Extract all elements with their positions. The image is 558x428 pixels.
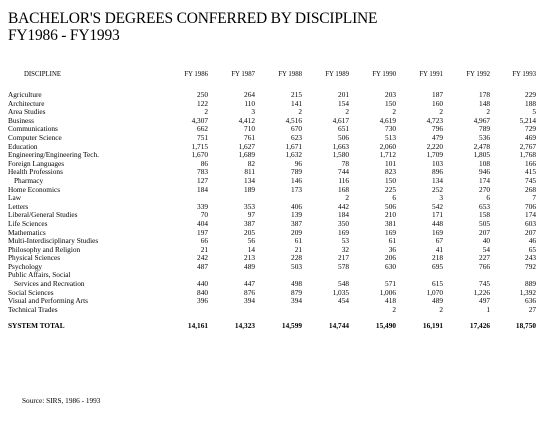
- degree-count: 2: [392, 304, 396, 314]
- degree-count: 2: [345, 107, 349, 117]
- degree-count: 67: [435, 236, 443, 246]
- degree-count: 396: [197, 296, 208, 306]
- degree-count: 187: [432, 90, 443, 99]
- degree-count: 454: [338, 296, 349, 306]
- degree-count: 250: [197, 90, 208, 99]
- degree-count: 70: [200, 210, 208, 220]
- degree-count: 2,220: [426, 141, 443, 151]
- discipline-name: Law: [8, 193, 21, 203]
- degree-count: 1,670: [191, 150, 208, 160]
- degree-count: 876: [244, 287, 255, 297]
- table-row: [8, 280, 536, 289]
- degree-count: 65: [528, 244, 536, 254]
- total-label: SYSTEM TOTAL: [8, 321, 65, 331]
- degree-count: 218: [432, 253, 443, 263]
- degree-count: 418: [385, 296, 396, 306]
- degree-count: 394: [291, 296, 302, 306]
- table-row: [8, 271, 536, 280]
- degree-count: 3: [439, 193, 443, 203]
- degree-count: 744: [338, 167, 349, 177]
- degree-count: 653: [479, 201, 490, 211]
- degree-count: 270: [479, 184, 490, 194]
- degree-count: 1,671: [285, 141, 302, 151]
- degree-count: 1,006: [379, 287, 396, 297]
- degree-count: 751: [197, 132, 208, 142]
- degree-count: 448: [432, 218, 443, 228]
- degree-count: 217: [338, 253, 349, 263]
- degree-count: 415: [525, 167, 536, 177]
- degree-count: 840: [197, 287, 208, 297]
- degree-count: 53: [341, 236, 349, 246]
- degree-count: 729: [525, 124, 536, 134]
- discipline-name: Engineering/Engineering Tech.: [8, 150, 99, 160]
- year-column-header: FY 1989: [325, 71, 349, 78]
- degree-count: 174: [479, 175, 490, 185]
- degree-count: 706: [525, 201, 536, 211]
- degree-count: 578: [338, 261, 349, 271]
- degree-count: 1,715: [191, 141, 208, 151]
- table-row: [8, 177, 536, 186]
- discipline-name: Psychology: [8, 261, 43, 271]
- degree-count: 896: [432, 167, 443, 177]
- total-count: 14,744: [328, 321, 349, 331]
- degree-count: 4,619: [379, 115, 396, 125]
- degree-count: 1,580: [332, 150, 349, 160]
- table-row: [8, 297, 536, 306]
- degree-count: 203: [385, 90, 396, 99]
- table-row: [8, 160, 536, 169]
- degree-count: 264: [244, 90, 255, 99]
- degree-count: 207: [479, 227, 490, 237]
- degree-count: 4,967: [473, 115, 490, 125]
- table-row: [8, 254, 536, 263]
- degree-count: 4,307: [191, 115, 208, 125]
- degree-count: 404: [197, 218, 208, 228]
- degree-count: 7: [532, 193, 536, 203]
- table-row: [8, 108, 536, 117]
- discipline-name: Computer Science: [8, 132, 62, 142]
- degree-count: 127: [197, 175, 208, 185]
- degree-count: 695: [432, 261, 443, 271]
- degree-count: 670: [291, 124, 302, 134]
- table-row: [8, 125, 536, 134]
- degree-count: 96: [294, 158, 302, 168]
- degree-count: 205: [244, 227, 255, 237]
- year-column-header: FY 1992: [466, 71, 490, 78]
- total-row: [8, 322, 536, 331]
- degree-count: 1: [486, 304, 490, 314]
- total-count: 16,191: [422, 321, 443, 331]
- discipline-name: Physical Sciences: [8, 253, 61, 263]
- discipline-name: Services and Recreation: [14, 279, 85, 289]
- table-row: [8, 168, 536, 177]
- degree-count: 2: [298, 107, 302, 117]
- year-column-header: FY 1991: [419, 71, 443, 78]
- degree-count: 160: [432, 98, 443, 108]
- degree-count: 811: [244, 167, 255, 177]
- degree-count: 571: [385, 279, 396, 289]
- source-note: Source: SIRS, 1986 - 1993: [22, 396, 101, 405]
- degree-count: 110: [244, 98, 255, 108]
- total-count: 18,750: [515, 321, 536, 331]
- degree-count: 54: [482, 244, 490, 254]
- discipline-name: Letters: [8, 201, 29, 211]
- degree-count: 497: [479, 296, 490, 306]
- degree-count: 506: [385, 201, 396, 211]
- degree-count: 623: [291, 132, 302, 142]
- discipline-name: Foreign Languages: [8, 158, 65, 168]
- degree-count: 148: [479, 98, 490, 108]
- degree-count: [208, 306, 255, 315]
- degree-count: 353: [244, 201, 255, 211]
- degree-count: 766: [479, 261, 490, 271]
- table-row: [8, 134, 536, 143]
- degree-count: 146: [291, 175, 302, 185]
- degree-count: 82: [247, 158, 255, 168]
- table-row: [8, 194, 536, 203]
- degree-count: 630: [385, 261, 396, 271]
- discipline-name: Home Economics: [8, 184, 61, 194]
- degree-count: 6: [392, 193, 396, 203]
- degree-count: 56: [247, 236, 255, 246]
- discipline-name: Communications: [8, 124, 58, 134]
- degree-count: 150: [385, 175, 396, 185]
- table-row: [8, 306, 536, 315]
- degree-count: 21: [294, 244, 302, 254]
- table-row: [8, 246, 536, 255]
- degree-count: 498: [291, 279, 302, 289]
- degree-count: 40: [482, 236, 490, 246]
- discipline-name: Agriculture: [8, 90, 42, 99]
- table-row: [8, 263, 536, 272]
- degree-count: [255, 306, 302, 315]
- discipline-name: Health Professions: [8, 167, 63, 177]
- degree-count: 210: [385, 210, 396, 220]
- degree-count: 169: [432, 227, 443, 237]
- degree-count: 761: [244, 132, 255, 142]
- degree-count: 489: [244, 261, 255, 271]
- table-body: [8, 91, 536, 331]
- degree-count: 636: [525, 296, 536, 306]
- degree-count: 1,226: [473, 287, 490, 297]
- discipline-name: Mathematics: [8, 227, 46, 237]
- degree-count: 789: [291, 167, 302, 177]
- degree-count: 228: [291, 253, 302, 263]
- degree-count: 394: [244, 296, 255, 306]
- degree-count: 1,627: [238, 141, 255, 151]
- table-row: [8, 211, 536, 220]
- degree-count: 36: [388, 244, 396, 254]
- degree-count: 229: [525, 90, 536, 99]
- degree-count: 2,478: [473, 141, 490, 151]
- degree-count: 442: [338, 201, 349, 211]
- degree-count: 2: [345, 193, 349, 203]
- degree-count: 1,768: [519, 150, 536, 160]
- table-row: [8, 100, 536, 109]
- degree-count: 116: [338, 175, 349, 185]
- discipline-name: Visual and Performing Arts: [8, 296, 89, 306]
- degree-count: 14: [247, 244, 255, 254]
- degree-count: 505: [479, 218, 490, 228]
- year-column-header: FY 1990: [372, 71, 396, 78]
- degree-count: 201: [338, 90, 349, 99]
- degree-count: 1,805: [473, 150, 490, 160]
- degree-count: 166: [525, 158, 536, 168]
- discipline-name: Area Studies: [8, 107, 46, 117]
- degree-count: 4,516: [285, 115, 302, 125]
- degree-count: 1,689: [238, 150, 255, 160]
- total-count: 15,490: [375, 321, 396, 331]
- degree-count: 86: [200, 158, 208, 168]
- degree-count: 134: [244, 175, 255, 185]
- degree-count: 487: [197, 261, 208, 271]
- degree-count: 122: [197, 98, 208, 108]
- degree-count: 2,060: [379, 141, 396, 151]
- degree-count: 169: [385, 227, 396, 237]
- total-count: 14,599: [281, 321, 302, 331]
- degree-count: 174: [525, 210, 536, 220]
- degree-count: 215: [291, 90, 302, 99]
- degree-count: 2: [486, 107, 490, 117]
- degree-count: 97: [247, 210, 255, 220]
- degree-count: 946: [479, 167, 490, 177]
- degree-count: 745: [479, 279, 490, 289]
- degree-count: 1,709: [426, 150, 443, 160]
- degree-count: 6: [486, 193, 490, 203]
- degree-count: 225: [385, 184, 396, 194]
- total-count: 17,426: [469, 321, 490, 331]
- title-line-2: FY1986 - FY1993: [8, 27, 120, 44]
- table-row: [8, 203, 536, 212]
- degree-count: 651: [338, 124, 349, 134]
- degree-count: 61: [388, 236, 396, 246]
- discipline-name: Liberal/General Studies: [8, 210, 78, 220]
- degree-count: 243: [525, 253, 536, 263]
- degree-count: 227: [479, 253, 490, 263]
- year-column-header: FY 1988: [278, 71, 302, 78]
- degree-count: 158: [479, 210, 490, 220]
- discipline-name: Public Affairs, Social: [8, 270, 71, 280]
- degree-count: 381: [385, 218, 396, 228]
- degree-count: 154: [338, 98, 349, 108]
- degree-count: 745: [525, 175, 536, 185]
- degree-count: 4,723: [426, 115, 443, 125]
- degree-count: 252: [432, 184, 443, 194]
- degree-count: 4,617: [332, 115, 349, 125]
- degree-count: 3: [251, 107, 255, 117]
- table-row: [8, 117, 536, 126]
- degree-count: 879: [291, 287, 302, 297]
- degree-count: 536: [479, 132, 490, 142]
- degree-count: 2: [204, 107, 208, 117]
- degree-count: 78: [341, 158, 349, 168]
- year-column-header: FY 1993: [512, 71, 536, 78]
- degree-count: 710: [244, 124, 255, 134]
- degree-count: 41: [435, 244, 443, 254]
- degree-count: 27: [528, 304, 536, 314]
- degree-count: 184: [197, 184, 208, 194]
- degree-count: 108: [479, 158, 490, 168]
- degree-count: 141: [291, 98, 302, 108]
- discipline-name: Education: [8, 141, 38, 151]
- degree-count: 447: [244, 279, 255, 289]
- degree-count: 189: [244, 184, 255, 194]
- year-column-header: FY 1987: [231, 71, 255, 78]
- discipline-name: Pharmacy: [14, 175, 44, 185]
- degree-count: 268: [525, 184, 536, 194]
- table-row: [8, 237, 536, 246]
- report-title: [8, 10, 377, 44]
- degree-count: 206: [385, 253, 396, 263]
- degree-count: 169: [338, 227, 349, 237]
- degree-count: 4,412: [238, 115, 255, 125]
- degree-count: 5: [532, 107, 536, 117]
- table-row: [8, 186, 536, 195]
- discipline-name: Life Sciences: [8, 218, 48, 228]
- degree-count: 171: [432, 210, 443, 220]
- degree-count: 101: [385, 158, 396, 168]
- degree-count: 103: [432, 158, 443, 168]
- degree-count: 350: [338, 218, 349, 228]
- degree-count: 789: [479, 124, 490, 134]
- discipline-column-header: DISCIPLINE: [24, 71, 62, 78]
- degree-count: 406: [291, 201, 302, 211]
- header-row: [8, 70, 536, 79]
- degree-count: 21: [200, 244, 208, 254]
- degree-count: 792: [525, 261, 536, 271]
- degrees-table: [8, 70, 536, 331]
- degree-count: 889: [525, 279, 536, 289]
- degree-count: 730: [385, 124, 396, 134]
- total-count: 14,161: [187, 321, 208, 331]
- table-row: [8, 220, 536, 229]
- degree-count: 440: [197, 279, 208, 289]
- degree-count: 1,070: [426, 287, 443, 297]
- degree-count: 61: [294, 236, 302, 246]
- degree-count: 2: [439, 304, 443, 314]
- degree-count: 506: [338, 132, 349, 142]
- degree-count: 5,214: [519, 115, 536, 125]
- degree-count: 479: [432, 132, 443, 142]
- degree-count: 66: [200, 236, 208, 246]
- degree-count: 1,663: [332, 141, 349, 151]
- degree-count: 150: [385, 98, 396, 108]
- degree-count: 168: [338, 184, 349, 194]
- degree-count: 197: [197, 227, 208, 237]
- degree-count: 489: [432, 296, 443, 306]
- degree-count: 339: [197, 201, 208, 211]
- degree-count: 548: [338, 279, 349, 289]
- discipline-name: Business: [8, 115, 34, 125]
- degree-count: [154, 306, 208, 315]
- degree-count: 823: [385, 167, 396, 177]
- table-row: [8, 151, 536, 160]
- degree-count: 603: [525, 218, 536, 228]
- degree-count: 2,767: [519, 141, 536, 151]
- degree-count: 542: [432, 201, 443, 211]
- degree-count: 503: [291, 261, 302, 271]
- degree-count: 387: [291, 218, 302, 228]
- degree-count: 796: [432, 124, 443, 134]
- degree-count: 207: [525, 227, 536, 237]
- degree-count: 2: [439, 107, 443, 117]
- degree-count: 387: [244, 218, 255, 228]
- discipline-name: Technical Trades: [8, 304, 58, 314]
- degree-count: 2: [392, 107, 396, 117]
- degree-count: 783: [197, 167, 208, 177]
- degree-count: 139: [291, 210, 302, 220]
- degree-count: 184: [338, 210, 349, 220]
- degree-count: 178: [479, 90, 490, 99]
- discipline-name: Architecture: [8, 98, 45, 108]
- total-count: 14,323: [234, 321, 255, 331]
- degree-count: 46: [528, 236, 536, 246]
- title-line-1: BACHELOR'S DEGREES CONFERRED BY DISCIPLINE: [8, 10, 378, 27]
- degree-count: 188: [525, 98, 536, 108]
- degree-count: 1,392: [519, 287, 536, 297]
- discipline-name: Social Sciences: [8, 287, 54, 297]
- degree-count: 173: [291, 184, 302, 194]
- year-column-header: FY 1986: [184, 71, 208, 78]
- degree-count: 1,035: [332, 287, 349, 297]
- degree-count: 209: [291, 227, 302, 237]
- table-row: [8, 91, 536, 100]
- degree-count: 469: [525, 132, 536, 142]
- degree-count: 615: [432, 279, 443, 289]
- discipline-name: Multi-Interdisciplinary Studies: [8, 236, 99, 246]
- degree-count: 213: [244, 253, 255, 263]
- degree-count: 513: [385, 132, 396, 142]
- degree-count: 1,712: [379, 150, 396, 160]
- degree-count: 134: [432, 175, 443, 185]
- degree-count: 32: [341, 244, 349, 254]
- discipline-name: Philosophy and Religion: [8, 244, 81, 254]
- degree-count: 242: [197, 253, 208, 263]
- degree-count: 1,632: [285, 150, 302, 160]
- degree-count: 662: [197, 124, 208, 134]
- degree-count: [302, 306, 349, 315]
